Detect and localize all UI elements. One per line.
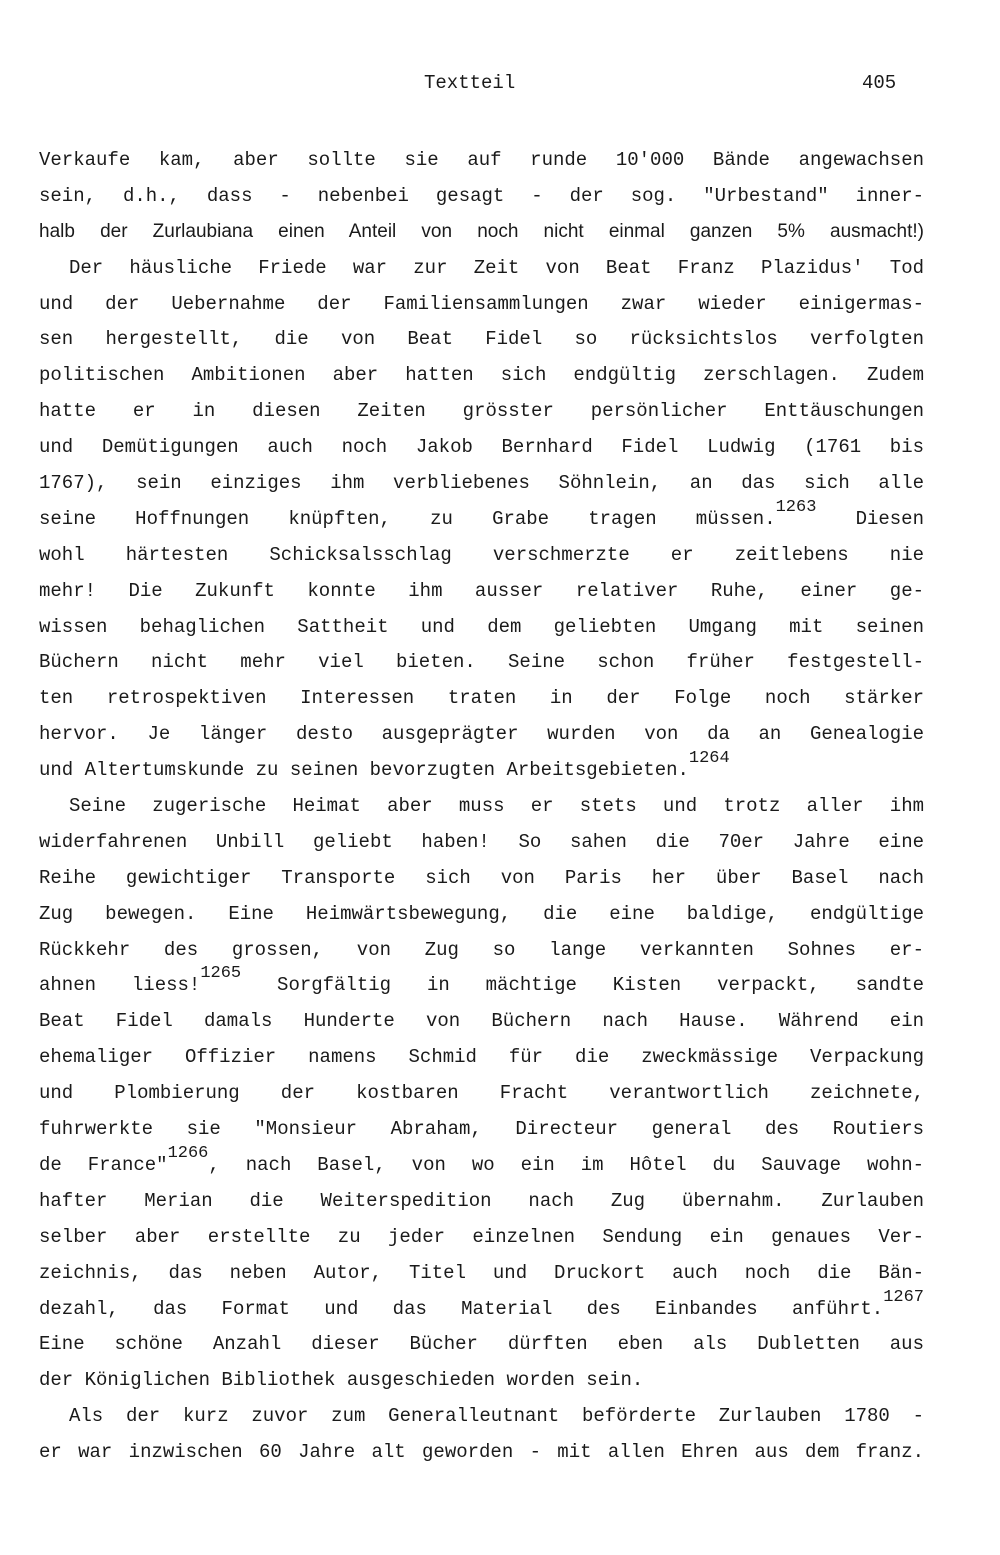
line-text: seine Hoffnungen knüpften, zu Grabe tragen müssen. xyxy=(39,507,776,530)
running-title: Textteil xyxy=(424,72,516,94)
text-line: sein, d.h., dass - nebenbei gesagt - der sog. "Urbestand" inner- xyxy=(39,184,924,207)
text-line: Beat Fidel damals Hunderte von Büchern nach Hause. Während ein xyxy=(39,1010,924,1033)
footnote-reference: 1264 xyxy=(688,749,730,769)
text-line: fuhrwerkte sie "Monsieur Abraham, Directeur general des Routiers xyxy=(39,1118,924,1141)
text-line xyxy=(39,749,924,789)
text-line: und der Uebernahme der Familiensammlungen zwar wieder einigermas- xyxy=(39,292,924,315)
footnote-reference: 1263 xyxy=(775,497,817,517)
text-line: der Königlichen Bibliothek ausgeschieden worden sein. xyxy=(39,1369,644,1392)
text-line: zeichnis, das neben Autor, Titel und Druckort auch noch die Bän- xyxy=(39,1261,924,1284)
text-line: Verkaufe kam, aber sollte sie auf runde 10'000 Bände angewachsen xyxy=(39,149,924,171)
text-line: hatte er in diesen Zeiten grösster persönlicher Enttäuschungen xyxy=(39,400,924,423)
line-text: und Altertumskunde zu seinen bevorzugten Arbeitsgebieten. xyxy=(39,759,689,782)
text-line: Eine schöne Anzahl dieser Bücher dürften eben als Dubletten aus xyxy=(39,1333,924,1356)
page-number: 405 xyxy=(862,72,897,94)
paragraph-start-line: Der häusliche Friede war zur Zeit von Beat Franz Plazidus' Tod xyxy=(69,256,924,279)
text-line: Zug bewegen. Eine Heimwärtsbewegung, die eine baldige, endgültige xyxy=(39,902,924,925)
line-text: dezahl, das Format und das Material des Einbandes anführt. xyxy=(39,1297,884,1320)
line-text: , nach Basel, von wo ein im Hôtel du Sauvage wohn- xyxy=(208,1153,924,1176)
text-line: sen hergestellt, die von Beat Fidel so rücksichtslos verfolgten xyxy=(39,328,924,351)
footnote-reference: 1265 xyxy=(200,964,242,984)
text-line: Reihe gewichtiger Transporte sich von Paris her über Basel nach xyxy=(39,866,924,889)
text-line xyxy=(39,1143,924,1184)
text-line xyxy=(39,497,924,538)
footnote-reference: 1267 xyxy=(883,1287,924,1307)
text-line: wohl härtesten Schicksalsschlag verschmerzte er zeitlebens nie xyxy=(39,543,924,566)
text-line: halb der Zurlaubiana einen Anteil von noch nicht einmal ganzen 5% ausmacht!) xyxy=(39,220,924,242)
line-text: Diesen xyxy=(816,507,924,530)
paragraph-start-line: Als der kurz zuvor zum Generalleutnant beförderte Zurlauben 1780 - xyxy=(69,1405,924,1428)
paragraph-start-line: Seine zugerische Heimat aber muss er stets und trotz aller ihm xyxy=(69,795,924,818)
body-text xyxy=(39,143,924,1471)
text-line: ehemaliger Offizier namens Schmid für die zweckmässige Verpackung xyxy=(39,1046,924,1069)
text-line: hervor. Je länger desto ausgeprägter wurden von da an Genealogie xyxy=(39,723,924,746)
text-line: hafter Merian die Weiterspedition nach Zug übernahm. Zurlauben xyxy=(39,1189,924,1212)
text-line: und Plombierung der kostbaren Fracht verantwortlich zeichnete, xyxy=(39,1082,924,1105)
text-line: und Demütigungen auch noch Jakob Bernhard Fidel Ludwig (1761 bis xyxy=(39,436,924,459)
line-text: ahnen liess! xyxy=(39,974,201,997)
line-text: de France" xyxy=(39,1153,168,1176)
text-line: selber aber erstellte zu jeder einzelnen Sendung ein genaues Ver- xyxy=(39,1225,924,1248)
line-text: Sorgfältig in mächtige Kisten verpackt, sandte xyxy=(241,974,925,997)
text-line: politischen Ambitionen aber hatten sich endgültig zerschlagen. Zudem xyxy=(39,364,924,387)
text-line: ten retrospektiven Interessen traten in der Folge noch stärker xyxy=(39,687,924,710)
text-line: Rückkehr des grossen, von Zug so lange verkannten Sohnes er- xyxy=(39,938,924,961)
text-line: er war inzwischen 60 Jahre alt geworden - mit allen Ehren aus dem franz. xyxy=(39,1441,924,1464)
footnote-reference: 1266 xyxy=(167,1143,209,1163)
text-line xyxy=(39,1287,924,1328)
text-line: widerfahrenen Unbill geliebt haben! So sahen die 70er Jahre eine xyxy=(39,830,924,853)
text-line: Büchern nicht mehr viel bieten. Seine schon früher festgestell- xyxy=(39,651,924,674)
text-line xyxy=(39,964,925,1004)
page-header xyxy=(0,72,1000,102)
text-line: wissen behaglichen Sattheit und dem geliebten Umgang mit seinen xyxy=(39,615,924,638)
text-line: mehr! Die Zukunft konnte ihm ausser relativer Ruhe, einer ge- xyxy=(39,579,924,602)
text-line: 1767), sein einziges ihm verbliebenes Söhnlein, an das sich alle xyxy=(39,472,924,495)
